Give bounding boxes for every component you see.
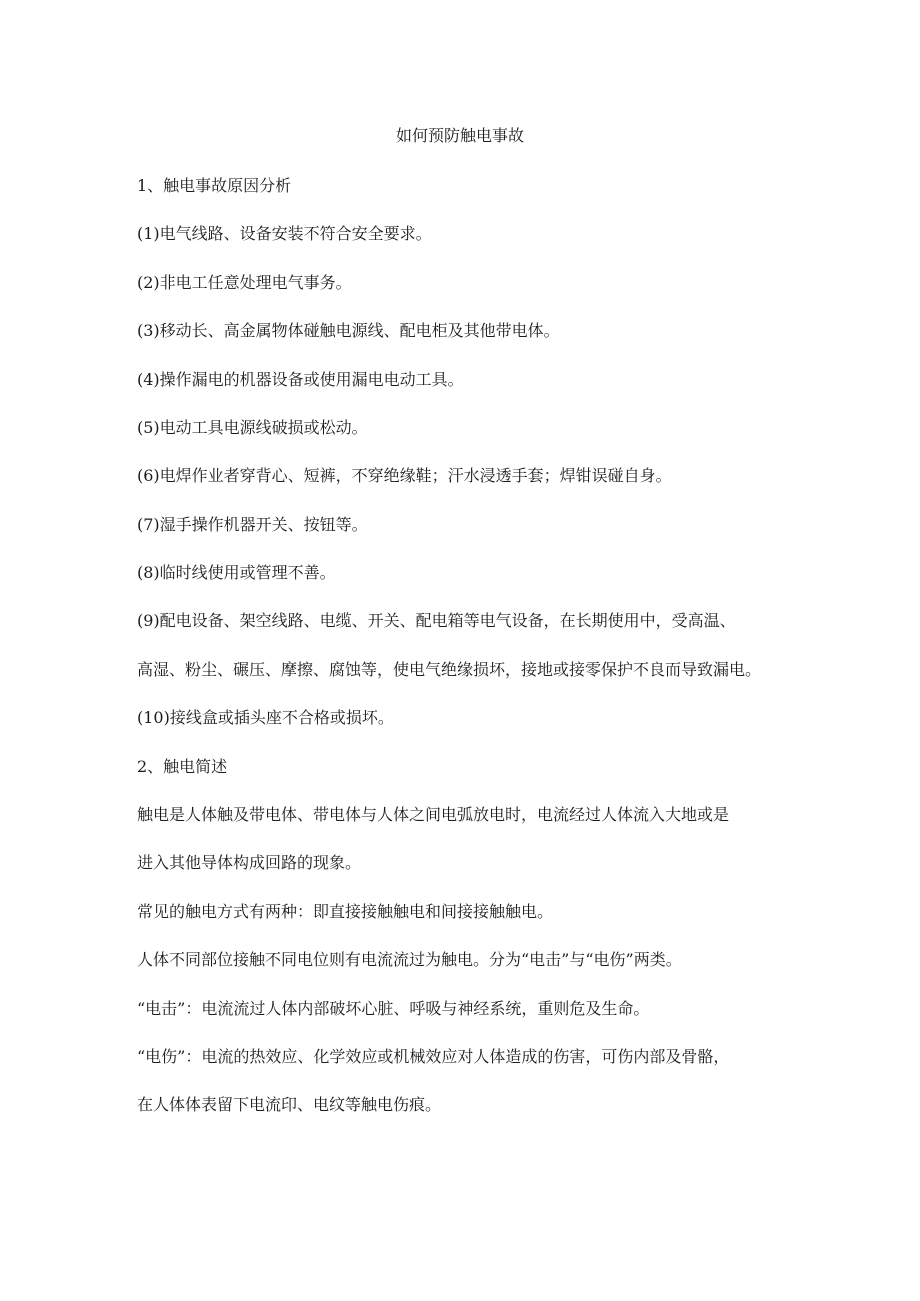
paragraph-categories: 人体不同部位接触不同电位则有电流流过为触电。分为“电击”与“电伤”两类。 — [137, 950, 682, 969]
cause-item-9-continued: 高湿、粉尘、碾压、摩擦、腐蚀等，使电气绝缘损坏，接地或接零保护不良而导致漏电。 — [137, 660, 762, 679]
cause-item-6: (6)电焊作业者穿背心、短裤，不穿绝缘鞋；汗水浸透手套；焊钳误碰自身。 — [137, 466, 672, 485]
paragraph-electric-shock: “电击”：电流流过人体内部破坏心脏、呼吸与神经系统，重则危及生命。 — [137, 999, 650, 1018]
document-title: 如何预防触电事故 — [395, 126, 524, 145]
paragraph-definition-continued: 进入其他导体构成回路的现象。 — [137, 853, 362, 872]
paragraph-definition: 触电是人体触及带电体、带电体与人体之间电弧放电时，电流经过人体流入大地或是 — [137, 805, 730, 824]
cause-item-4: (4)操作漏电的机器设备或使用漏电电动工具。 — [137, 370, 464, 389]
cause-item-3: (3)移动长、高金属物体碰触电源线、配电柜及其他带电体。 — [137, 321, 560, 340]
cause-item-10: (10)接线盒或插头座不合格或损坏。 — [137, 708, 394, 727]
section-2-heading: 2、触电简述 — [137, 757, 228, 776]
cause-item-5: (5)电动工具电源线破损或松动。 — [137, 418, 368, 437]
paragraph-electric-injury-continued: 在人体体表留下电流印、电纹等触电伤痕。 — [137, 1095, 442, 1114]
cause-item-9: (9)配电设备、架空线路、电缆、开关、配电箱等电气设备，在长期使用中，受高温、 — [137, 611, 736, 630]
cause-item-8: (8)临时线使用或管理不善。 — [137, 563, 336, 582]
paragraph-contact-types: 常见的触电方式有两种：即直接接触触电和间接接触触电。 — [137, 902, 554, 921]
cause-item-7: (7)湿手操作机器开关、按钮等。 — [137, 515, 368, 534]
paragraph-electric-injury: “电伤”：电流的热效应、化学效应或机械效应对人体造成的伤害，可伤内部及骨骼， — [137, 1047, 730, 1066]
cause-item-2: (2)非电工任意处理电气事务。 — [137, 273, 352, 292]
section-1-heading: 1、触电事故原因分析 — [137, 176, 292, 195]
cause-item-1: (1)电气线路、设备安装不符合安全要求。 — [137, 224, 432, 243]
